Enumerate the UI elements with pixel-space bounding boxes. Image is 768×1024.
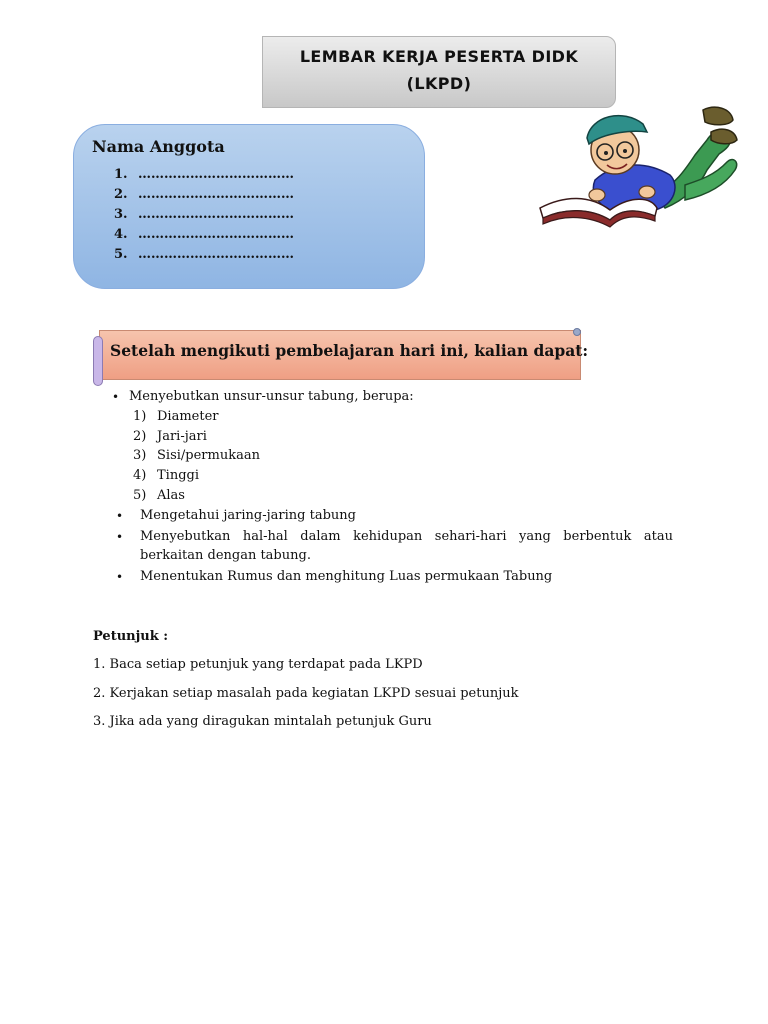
sub-item: Jari-jari (157, 429, 207, 444)
sub-item: Sisi/permukaan (157, 448, 260, 463)
bullet: • (112, 390, 120, 404)
petunjuk-item: 2. Kerjakan setiap masalah pada kegiatan LKPD sesuai petunjuk (93, 686, 519, 701)
petunjuk-heading: Petunjuk : (93, 629, 169, 644)
petunjuk-item: 3. Jika ada yang diragukan mintalah petunjuk Guru (93, 714, 432, 729)
anggota-num: 1. (114, 167, 128, 182)
anggota-blank: ……………………………… (138, 167, 294, 182)
anggota-num: 4. (114, 227, 128, 242)
anggota-num: 2. (114, 187, 128, 202)
boy-reading-book-icon (535, 100, 740, 235)
objective-item: Mengetahui jaring-jaring tabung (140, 508, 356, 523)
anggota-blank: ……………………………… (138, 247, 294, 262)
nama-anggota-box (73, 124, 425, 289)
banner-scroll-right (573, 328, 581, 336)
sub-item-num: 3) (133, 448, 147, 463)
sub-item: Tinggi (157, 468, 200, 483)
objectives-banner (93, 330, 589, 384)
sub-item-num: 4) (133, 468, 147, 483)
anggota-blank: ……………………………… (138, 227, 294, 242)
anggota-item (114, 165, 294, 185)
bullet: • (116, 570, 124, 584)
sub-item-num: 1) (133, 409, 147, 424)
sub-item-num: 5) (133, 488, 147, 503)
title-line-1: LEMBAR KERJA PESERTA DIDK (299, 47, 579, 66)
petunjuk-item: 1. Baca setiap petunjuk yang terdapat pada LKPD (93, 657, 423, 672)
sub-item: Alas (157, 488, 185, 503)
bullet: • (116, 509, 124, 523)
objective-item: Menyebutkan unsur-unsur tabung, berupa: (129, 389, 414, 404)
title-line-2: (LKPD) (406, 74, 472, 93)
anggota-item (114, 245, 294, 265)
anggota-item (114, 185, 294, 205)
banner-text: Setelah mengikuti pembelajaran hari ini, kalian dapat: (110, 341, 589, 360)
anggota-item (114, 225, 294, 245)
anggota-list (114, 165, 294, 265)
anggota-blank: ……………………………… (138, 187, 294, 202)
anggota-blank: ……………………………… (138, 207, 294, 222)
title-box (262, 36, 616, 108)
anggota-item (114, 205, 294, 225)
nama-anggota-heading: Nama Anggota (92, 137, 225, 156)
sub-item-num: 2) (133, 429, 147, 444)
objective-item: Menyebutkan hal-hal dalam kehidupan sehari-hari yang berbentuk atau (140, 529, 673, 544)
banner-scroll-left (93, 336, 103, 386)
objective-item: Menentukan Rumus dan menghitung Luas permukaan Tabung (140, 569, 553, 584)
objective-item-cont: berkaitan dengan tabung. (140, 548, 311, 563)
anggota-num: 3. (114, 207, 128, 222)
sub-item: Diameter (157, 409, 219, 424)
anggota-num: 5. (114, 247, 128, 262)
bullet: • (116, 530, 124, 544)
